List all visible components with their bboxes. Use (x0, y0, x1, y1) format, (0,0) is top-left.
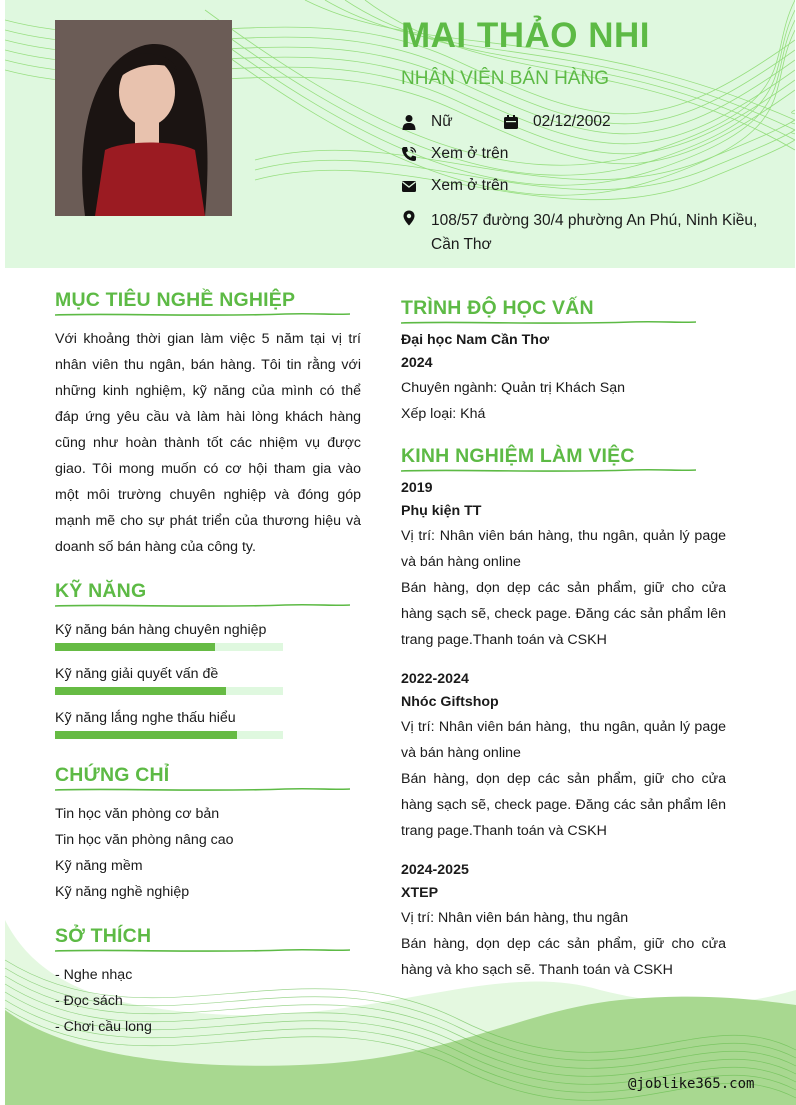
experience-period: 2019 (401, 480, 433, 496)
objective-underline (55, 312, 350, 318)
info-email (401, 177, 508, 195)
experience-description: Bán hàng, dọn dẹp các sản phẩm, giữ cho cửa hàng sạch sẽ, check page. Đăng các sản phẩm lên trang page.Thanh toán và CSKH (401, 580, 726, 648)
skill-label: Kỹ năng bán hàng chuyên nghiệp (55, 622, 267, 638)
skill-bar-track (55, 731, 283, 739)
experience-title: KINH NGHIỆM LÀM VIỆC (401, 445, 635, 467)
candidate-job-title: NHÂN VIÊN BÁN HÀNG (401, 68, 609, 89)
experience-position: Vị trí: Nhân viên bán hàng, thu ngân, quản lý page và bán hàng online (401, 719, 730, 761)
experience-description: Bán hàng, dọn dẹp các sản phẩm, giữ cho cửa hàng sạch sẽ, check page. Đăng các sản phẩm lên trang page.Thanh toán và CSKH (401, 771, 726, 839)
skill-bar-fill (55, 731, 237, 739)
map-pin-icon (401, 210, 417, 226)
experience-company: Phụ kiện TT (401, 503, 482, 519)
certificates-underline (55, 787, 350, 793)
profile-photo (55, 20, 232, 216)
hobby-item: - Nghe nhạc (55, 967, 133, 983)
experience-position: Vị trí: Nhân viên bán hàng, thu ngân, quản lý page và bán hàng online (401, 528, 726, 570)
skills-underline (55, 603, 350, 609)
experience-description: Bán hàng, dọn dẹp các sản phẩm, giữ cho cửa hàng và kho sạch sẽ. Thanh toán và CSKH (401, 936, 726, 978)
certificate-item: Tin học văn phòng nâng cao (55, 832, 234, 848)
info-gender (401, 113, 453, 131)
hobby-item: - Chơi cầu long (55, 1019, 152, 1035)
birthdate-value: 02/12/2002 (533, 113, 611, 130)
experience-underline (401, 468, 696, 474)
calendar-icon (503, 114, 519, 130)
info-birthdate (503, 113, 611, 131)
envelope-icon (401, 178, 417, 194)
certificates-title: CHỨNG CHỈ (55, 764, 170, 786)
education-year: 2024 (401, 355, 433, 371)
education-major: Chuyên ngành: Quản trị Khách Sạn (401, 380, 626, 396)
education-grade: Xếp loại: Khá (401, 406, 486, 422)
hobbies-title: SỞ THÍCH (55, 925, 152, 947)
experience-company: Nhóc Giftshop (401, 694, 499, 710)
skill-bar-track (55, 687, 283, 695)
certificate-item: Tin học văn phòng cơ bản (55, 806, 220, 822)
certificate-item: Kỹ năng nghề nghiệp (55, 884, 190, 900)
education-title: TRÌNH ĐỘ HỌC VẤN (401, 297, 594, 319)
address-value: 108/57 đường 30/4 phường An Phú, Ninh Kiều, Cần Thơ (431, 212, 758, 253)
experience-position: Vị trí: Nhân viên bán hàng, thu ngân (401, 910, 629, 926)
objective-text: Với khoảng thời gian làm việc 5 năm tại vị trí nhân viên thu ngân, bán hàng. Tôi tin rằng với những kinh nghiệm, kỹ năng của mình có thể đáp ứng yêu cầu và làm hài lòng khách hàng cũng như hoàn thành tốt các nhiệm vụ được giao. Tôi mong muốn có cơ hội tham gia vào một môi trường chuyên nghiệp và đóng góp mạnh mẽ cho sự phát triển của thương hiệu và doanh số bán hàng của công ty. (55, 331, 361, 555)
skill-bar-fill (55, 687, 226, 695)
skills-title: KỸ NĂNG (55, 580, 147, 602)
education-school: Đại học Nam Cần Thơ (401, 332, 550, 348)
candidate-name: MAI THẢO NHI (401, 16, 651, 55)
phone-value: Xem ở trên (431, 145, 509, 162)
email-value: Xem ở trên (431, 177, 509, 194)
user-icon (401, 114, 417, 130)
experience-period: 2022-2024 (401, 671, 469, 687)
objective-title: MỤC TIÊU NGHỀ NGHIỆP (55, 289, 296, 311)
experience-period: 2024-2025 (401, 862, 469, 878)
certificate-item: Kỹ năng mềm (55, 858, 143, 874)
skill-label: Kỹ năng giải quyết vấn đề (55, 666, 219, 682)
hobby-item: - Đọc sách (55, 993, 123, 1009)
watermark-text: @joblike365.com (628, 1076, 755, 1092)
education-underline (401, 320, 696, 326)
info-phone (401, 145, 508, 163)
phone-icon (401, 146, 417, 162)
experience-company: XTEP (401, 885, 439, 901)
skill-label: Kỹ năng lắng nghe thấu hiểu (55, 710, 236, 726)
hobbies-underline (55, 948, 350, 954)
info-address (401, 209, 771, 257)
gender-value: Nữ (431, 113, 453, 130)
skill-bar-fill (55, 643, 215, 651)
skill-bar-track (55, 643, 283, 651)
